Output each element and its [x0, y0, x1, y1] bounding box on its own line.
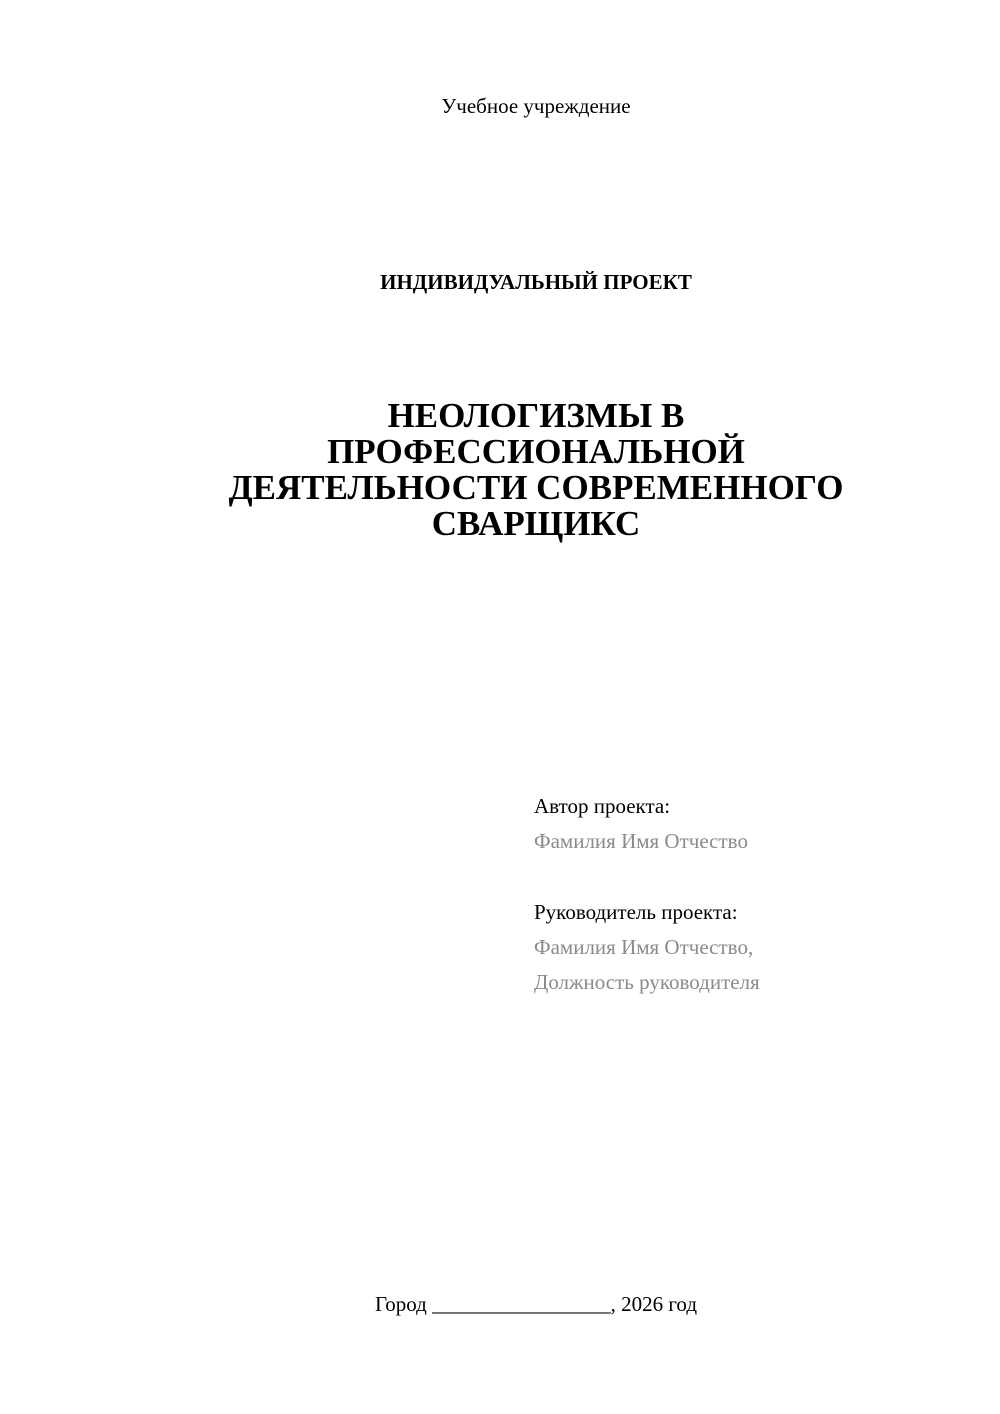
supervisor-name: Фамилия Имя Отчество,: [534, 935, 754, 959]
supervisor-position: Должность руководителя: [534, 970, 760, 994]
author-label: Автор проекта:: [534, 794, 671, 818]
project-type-heading: ИНДИВИДУАЛЬНЫЙ ПРОЕКТ: [380, 270, 692, 294]
project-title: [0, 398, 1000, 542]
project-title-line: НЕОЛОГИЗМЫ В: [387, 396, 685, 435]
author-info-block: [534, 789, 760, 1000]
project-title-line: СВАРЩИКС: [431, 504, 641, 543]
institution-name: Учебное учреждение: [441, 94, 631, 118]
spacer: [534, 859, 760, 895]
city-year-line: Город _________________, 2026 год: [374, 1292, 698, 1316]
supervisor-label: Руководитель проекта:: [534, 900, 738, 924]
project-title-line: ПРОФЕССИОНАЛЬНОЙ: [327, 432, 745, 471]
project-title-line: ДЕЯТЕЛЬНОСТИ СОВРЕМЕННОГО: [228, 468, 844, 507]
author-name: Фамилия Имя Отчество: [534, 829, 748, 853]
